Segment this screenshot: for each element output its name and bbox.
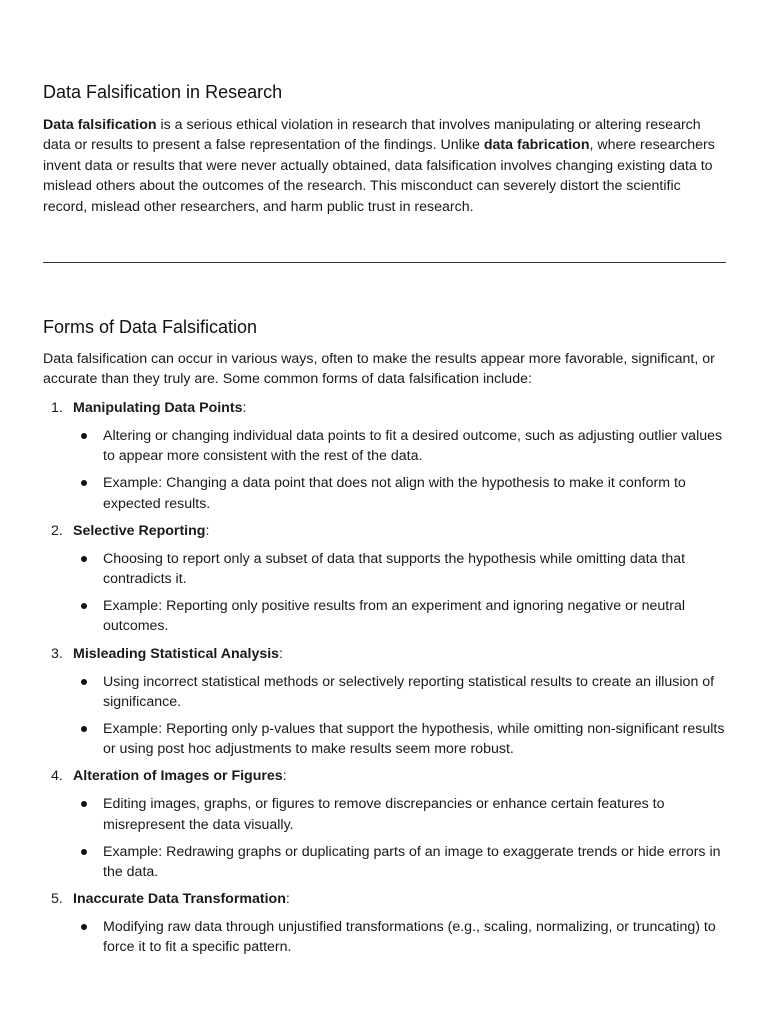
- sub-list-text: Editing images, graphs, or figures to remove discrepancies or enhance certain features to misrepresent the data visually.: [103, 796, 665, 833]
- intro-text-1: is a serious ethical violation in research that involves manipulating or altering research data or results to present a false representation of the findings. Unlike: [43, 117, 701, 154]
- list-item: [43, 644, 726, 760]
- list-number: 3.: [51, 645, 63, 662]
- term-data-falsification: Data falsification: [43, 117, 157, 133]
- bullet-icon: [81, 726, 87, 732]
- list-item-title: Inaccurate Data Transformation: [73, 891, 286, 908]
- bullet-icon: [81, 556, 87, 562]
- list-item-colon: :: [282, 768, 287, 785]
- bullet-icon: [81, 480, 87, 486]
- sub-list-text: Example: Reporting only positive results from an experiment and ignoring negative or neutral outcomes.: [103, 598, 685, 635]
- sub-list-text: Example: Reporting only p-values that support the hypothesis, while omitting non-significant results or using post hoc adjustments to make results seem more robust.: [103, 721, 725, 758]
- sub-list: [73, 426, 726, 514]
- bullet-icon: [81, 849, 87, 855]
- list-item: [43, 766, 726, 882]
- list-number: 5.: [51, 891, 63, 908]
- forms-list: [43, 398, 726, 965]
- sub-list: [73, 672, 726, 760]
- forms-intro-paragraph: Data falsification can occur in various ways, often to make the results appear more favorable, significant, or accurate than they truly are. Some common forms of data falsification include:: [43, 351, 715, 388]
- intro-text-2: , where researchers invent data or results that were never actually obtained, data falsification involves changing existing data to mislead others about the outcomes of the research. This misconduct can severely distort the scientific record, mislead other researchers, and harm public trust in research.: [43, 137, 715, 215]
- bullet-icon: [81, 924, 87, 930]
- sub-list-text: Modifying raw data through unjustified transformations (e.g., scaling, normalizing, or truncating) to force it to fit a specific pattern.: [103, 919, 716, 956]
- sub-list-text: Choosing to report only a subset of data that supports the hypothesis while omitting data that contradicts it.: [103, 550, 686, 588]
- list-number: 1.: [51, 400, 63, 416]
- list-item-colon: :: [279, 645, 284, 662]
- list-item-title: Misleading Statistical Analysis: [73, 645, 280, 662]
- section-divider: [43, 262, 726, 263]
- sub-list: [73, 917, 726, 957]
- list-item: [43, 889, 726, 957]
- list-item-title: Manipulating Data Points: [73, 400, 243, 416]
- sub-list-item: [73, 719, 726, 759]
- sub-list-item: [73, 917, 726, 957]
- list-number: 4.: [51, 768, 63, 785]
- bullet-icon: [81, 679, 87, 685]
- bullet-icon: [81, 433, 87, 439]
- list-item: [43, 398, 726, 514]
- sub-list-item: [73, 842, 726, 882]
- sub-list: [73, 794, 726, 882]
- sub-list-item: [73, 473, 726, 513]
- intro-paragraph: [43, 115, 726, 217]
- list-item-title: Alteration of Images or Figures: [73, 768, 283, 785]
- list-item-colon: :: [285, 891, 290, 908]
- sub-list-item: [73, 596, 726, 636]
- list-number: 2.: [51, 522, 63, 539]
- sub-list-item: [73, 426, 726, 466]
- sub-list-text: Example: Changing a data point that does not align with the hypothesis to make it conform to expected results.: [103, 475, 686, 512]
- list-item-title: Selective Reporting: [73, 522, 206, 539]
- sub-list-item: [73, 794, 726, 834]
- term-data-fabrication: data fabrication: [483, 137, 590, 154]
- bullet-icon: [81, 603, 87, 609]
- sub-list-text: Altering or changing individual data points to fit a desired outcome, such as adjusting outlier values to appear more consistent with the rest of the data.: [103, 428, 723, 465]
- list-item: [43, 521, 726, 637]
- bullet-icon: [81, 801, 87, 807]
- list-item-colon: :: [242, 400, 247, 416]
- section-heading-intro: Data Falsification in Research: [43, 82, 283, 102]
- sub-list-text: Example: Redrawing graphs or duplicating parts of an image to exaggerate trends or hide errors in the data.: [103, 843, 721, 881]
- section-heading-forms: Forms of Data Falsification: [43, 317, 258, 337]
- list-item-colon: :: [205, 522, 210, 539]
- sub-list: [73, 549, 726, 637]
- sub-list-text: Using incorrect statistical methods or selectively reporting statistical results to create an illusion of significance.: [103, 673, 715, 710]
- sub-list-item: [73, 672, 726, 712]
- sub-list-item: [73, 549, 726, 589]
